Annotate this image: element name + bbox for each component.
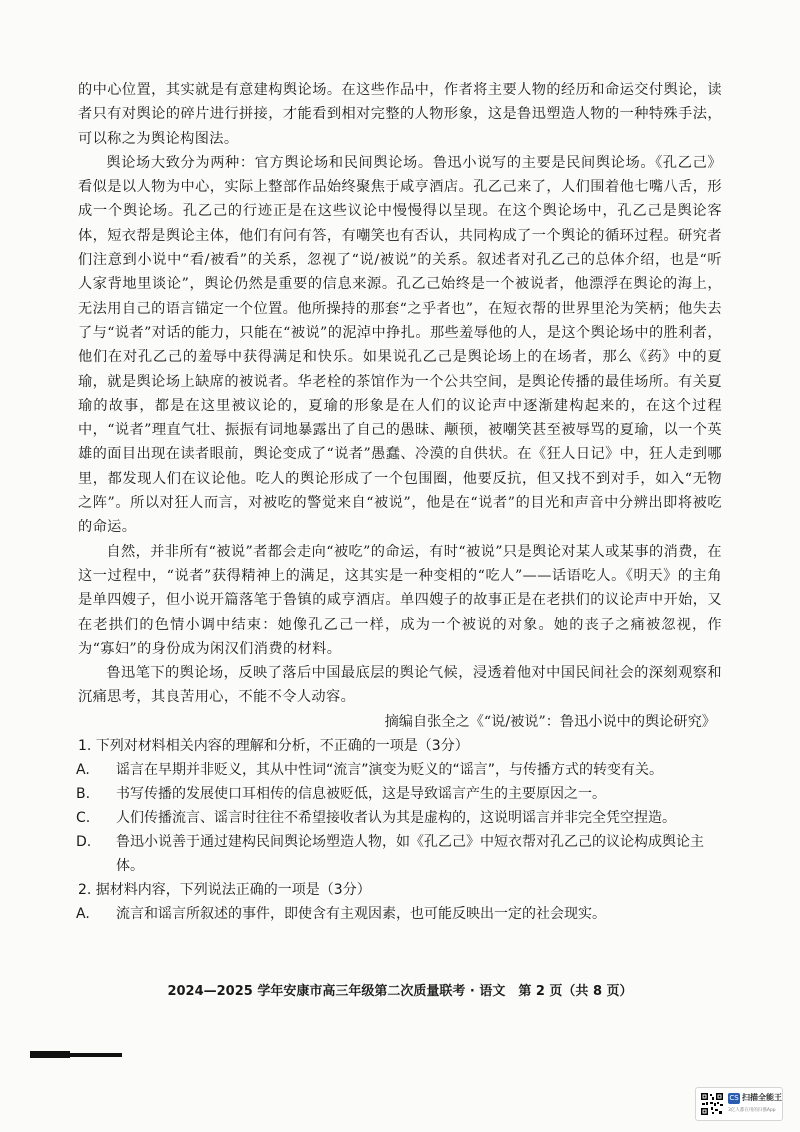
option-text: 人们传播流言、谣言时往往不希望接收者认为其是虚构的，这说明谣言并非完全凭空捏造。: [116, 809, 676, 826]
option-label: B.: [76, 785, 91, 802]
option-label: A.: [76, 905, 90, 922]
question-2-stem: 2. 据材料内容，下列说法正确的一项是（3分）: [78, 881, 371, 898]
option-text: 书写传播的发展使口耳相传的信息被贬低，这是导致谣言产生的主要原因之一。: [116, 785, 606, 802]
article-paragraph-2: 舆论场大致分为两种：官方舆论场和民间舆论场。鲁迅小说写的主要是民间舆论场。《孔乙己》看似是以人物为中心，实际上整部作品始终聚焦于咸亨酒店。孔乙己来了，人们围着他七嘴八舌，形成一个舆论场。孔乙己的行迹正是在这些议论中慢慢得以呈现。在这个舆论场中，孔乙己是舆论客体，短衣帮是舆论主体，他们有问有答，有嘲笑也有否认，共同构成了一个舆论的循环过程。研究者们注意到小说中“看/被看”的关系，忽视了“说/被说”的关系。叙述者对孔乙己的总体介绍，也是“听人家背地里谈论”，舆论仍然是重要的信息来源。孔乙己始终是一个被说者，他漂浮在舆论的海上，无法用自己的语言锚定一个位置。他所操持的那套“之乎者也”，在短衣帮的世界里沦为笑柄；他失去了与“说者”对话的能力，只能在“被说”的泥淖中挣扎。那些羞辱他的人，是这个舆论场中的胜利者，他们在对孔乙己的羞辱中获得满足和快乐。如果说孔乙己是舆论场上的在场者，那么《药》中的夏瑜，就是舆论场上缺席的被说者。华老栓的茶馆作为一个公共空间，是舆论传播的最佳场所。有关夏瑜的故事，都是在这里被议论的，夏瑜的形象是在人们的议论声中逐渐建构起来的，在这个过程中，“说者”理直气壮、振振有词地暴露出了自己的愚昧、颟顸，被嘲笑甚至被辱骂的夏瑜，以一个英雄的面目出现在读者眼前，舆论变成了“说者”愚蠢、冷漠的自供状。在《狂人日记》中，狂人走到哪里，都发现人们在议论他。吃人的舆论形成了一个包围圈，他要反抗，但又找不到对手，如入“无物之阵”。所以对狂人而言，对被吃的警觉来自“被说”，他是在“说者”的目光和声音中分辨出即将被吃的命运。: [78, 154, 722, 536]
scanner-app-name: 扫描全能王: [742, 1093, 782, 1102]
option-text: 鲁迅小说善于通过建构民间舆论场塑造人物，如《孔乙己》中短衣帮对孔乙己的议论构成舆论主体。: [116, 833, 704, 874]
question-1-stem: 1. 下列对材料相关内容的理解和分析，不正确的一项是（3分）: [78, 737, 469, 754]
page-footer: 2024—2025 学年安康市高三年级第二次质量联考 · 语文 第 2 页（共 8 页）: [167, 984, 633, 999]
qr-code-icon: [700, 1092, 724, 1116]
question-1-option-c: [78, 806, 722, 830]
article-paragraph-4: 鲁迅笔下的舆论场，反映了落后中国最底层的舆论气候，浸透着他对中国民间社会的深刻观察和沉痛思考，其良苦用心，不能不令人动容。: [78, 665, 722, 706]
question-1-option-d: [78, 830, 722, 878]
camscanner-logo-icon: CS: [729, 1094, 739, 1102]
option-text: 谣言在早期并非贬义，其从中性词“流言”演变为贬义的“谣言”，与传播方式的转变有关。: [116, 761, 664, 778]
option-label: D.: [76, 833, 92, 850]
option-label: C.: [76, 809, 91, 826]
exam-page: [78, 78, 722, 926]
scanner-app-tagline: 3亿人都在用的扫描App: [728, 1108, 776, 1113]
scan-mark-line: [30, 1053, 122, 1057]
scanner-watermark: [695, 1087, 783, 1121]
option-label: A.: [76, 761, 90, 778]
option-text: 流言和谣言所叙述的事件，即使含有主观因素，也可能反映出一定的社会现实。: [116, 905, 606, 922]
question-2-option-a: [78, 902, 722, 926]
article-paragraph-3: 自然，并非所有“被说”者都会走向“被吃”的命运，有时“被说”只是舆论对某人或某事的消费，在这一过程中，“说者”获得精神上的满足，这其实是一种变相的“吃人”——话语吃人。《明天》的主角是单四嫂子，但小说开篇落笔于鲁镇的咸亨酒店。单四嫂子的故事正是在老拱们的议论声中开始，又在老拱们的色情小调中结束：她像孔乙己一样，成为一个被说的对象。她的丧子之痛被忽视，作为“寡妇”的身份成为闲汉们消费的材料。: [78, 543, 722, 657]
question-1-option-a: [78, 758, 722, 782]
article-source: 摘编自张全之《“说/被说”：鲁迅小说中的舆论研究》: [384, 713, 716, 730]
article-paragraph-1: 的中心位置，其实就是有意建构舆论场。在这些作品中，作者将主要人物的经历和命运交付舆论，读者只有对舆论的碎片进行拼接，才能看到相对完整的人物形象，这是鲁迅塑造人物的一种特殊手法，可以称之为舆论构图法。: [78, 82, 722, 147]
question-1-option-b: [78, 782, 722, 806]
